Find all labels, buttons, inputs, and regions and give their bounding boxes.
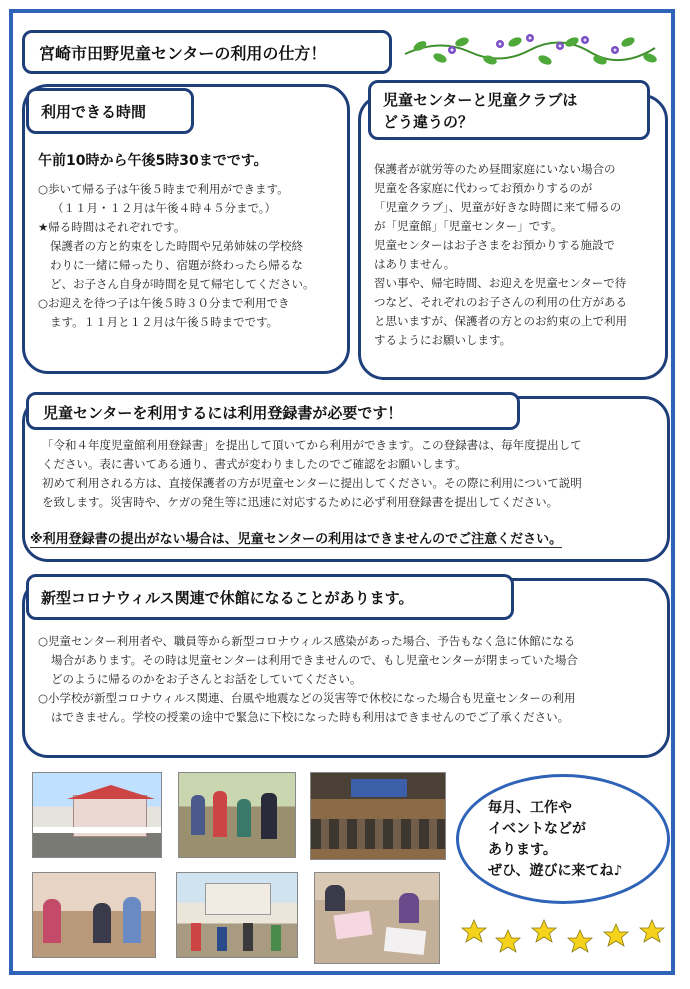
- registration-line: を致します。災害時や、ケガの発生等に迅速に対応するために必ず利用登録書を提出してください。: [42, 495, 559, 509]
- difference-line: はありません。: [374, 257, 456, 271]
- hours-line: ます。１１月と１２月は午後５時までです。: [50, 315, 279, 329]
- invite-text: [488, 798, 622, 882]
- registration-label-text: 児童センターを利用するには利用登録書が必要です！: [43, 404, 403, 422]
- invite-line: あります。: [488, 842, 557, 858]
- hours-headline: 午前10時から午後5時30までです。: [38, 153, 268, 169]
- hours-line: （１１月・１２月は午後４時４５分まで。）: [52, 201, 277, 215]
- difference-body: [374, 160, 664, 350]
- hours-line: ど、お子さん自身が時間を見て帰宅してください。: [50, 277, 315, 291]
- star-icon: [532, 920, 556, 942]
- corona-label: [26, 574, 514, 620]
- difference-line: 「児童クラブ」、児童が好きな時間に来て帰るの: [374, 200, 622, 214]
- difference-line: 保護者が就労等のため昼間家庭にいない場合の: [374, 162, 616, 176]
- photo-children-outdoor: [178, 772, 296, 858]
- difference-line: 児童センターはお子さまをお預かりする施設で: [374, 238, 616, 252]
- page-title-text: 宮崎市田野児童センターの利用の仕方！: [39, 44, 327, 63]
- corona-line: どのように帰るのかをお子さんとお話をしていてください。: [51, 672, 362, 686]
- registration-line: 初めて利用される方は、直接保護者の方が児童センターに提出してください。その際に利用について説明: [42, 476, 582, 490]
- difference-line: つなど、それぞれのお子さんの利用の仕方がある: [374, 295, 627, 309]
- difference-label-line: 児童センターと児童クラブは: [383, 91, 578, 109]
- corona-body: [38, 632, 666, 727]
- invite-line: 毎月、工作や: [488, 800, 572, 816]
- star-icon: [496, 930, 520, 952]
- registration-warning: ※利用登録書の提出がない場合は、児童センターの利用はできませんのでご注意ください。: [30, 528, 562, 548]
- corona-line: 場合があります。その時は児童センターは利用できませんので、もし児童センターが閉まっていた場合: [51, 653, 578, 667]
- hours-line: わりに一緒に帰ったり、宿題が終わったら帰るな: [50, 258, 303, 272]
- registration-body: [42, 436, 666, 512]
- difference-line: するようにお願いします。: [374, 333, 512, 347]
- flower-vine-decoration: [400, 30, 665, 70]
- registration-label: [26, 392, 520, 430]
- photo-drawing: [314, 872, 440, 964]
- photo-schoolyard: [176, 872, 298, 958]
- hours-body: [38, 180, 344, 332]
- photo-craft-table: [32, 872, 156, 958]
- hours-line: ○歩いて帰る子は午後５時まで利用ができます。: [38, 182, 289, 196]
- corona-line: はできません。学校の授業の途中で緊急に下校になった時も利用はできませんのでご了承ください。: [51, 710, 570, 724]
- difference-line: 習い事や、帰宅時間、お迎えを児童センターで待: [374, 276, 627, 290]
- star-icon: [640, 920, 664, 942]
- hours-line: 保護者の方と約束をした時間や兄弟姉妹の学校終: [50, 239, 303, 253]
- invite-line: ぜひ、遊びに来てね♪: [488, 863, 623, 879]
- corona-label-text: 新型コロナウィルス関連で休館になることがあります。: [41, 589, 414, 607]
- registration-line: 「令和４年度児童館利用登録書」を提出して頂いてから利用ができます。この登録書は、毎年度提出して: [42, 438, 582, 452]
- difference-label: [368, 80, 650, 140]
- hours-line: ○お迎えを待つ子は午後５時３０分まで利用でき: [38, 296, 290, 310]
- corona-line: ○小学校が新型コロナウィルス関連、台風や地震などの災害等で休校になった場合も児童センターの利用: [38, 691, 576, 705]
- invite-line: イベントなどが: [488, 821, 586, 837]
- difference-line: が「児童館」「児童センター」です。: [374, 219, 563, 233]
- corona-line: ○児童センター利用者や、職員等から新型コロナウィルス感染があった場合、予告もなく急に休館になる: [38, 634, 576, 648]
- hours-label: [26, 88, 194, 134]
- star-icon: [568, 930, 592, 952]
- registration-line: ください。表に書いてある通り、書式が変わりましたのでご確認をお願いします。: [42, 457, 467, 471]
- difference-line: 児童を各家庭に代わってお預かりするのが: [374, 181, 593, 195]
- stars-decoration: [456, 914, 672, 964]
- page-title: [22, 30, 392, 74]
- star-icon: [604, 924, 628, 946]
- photo-event-hall: [310, 772, 446, 860]
- difference-label-line: どう違うの？: [383, 113, 474, 131]
- hours-line: ★帰る時間はそれぞれです。: [38, 220, 186, 234]
- star-icon: [462, 920, 486, 942]
- difference-line: と思いますが、保護者の方とのお約束の上で利用: [374, 314, 627, 328]
- hours-label-text: 利用できる時間: [41, 103, 147, 121]
- photo-building: [32, 772, 162, 858]
